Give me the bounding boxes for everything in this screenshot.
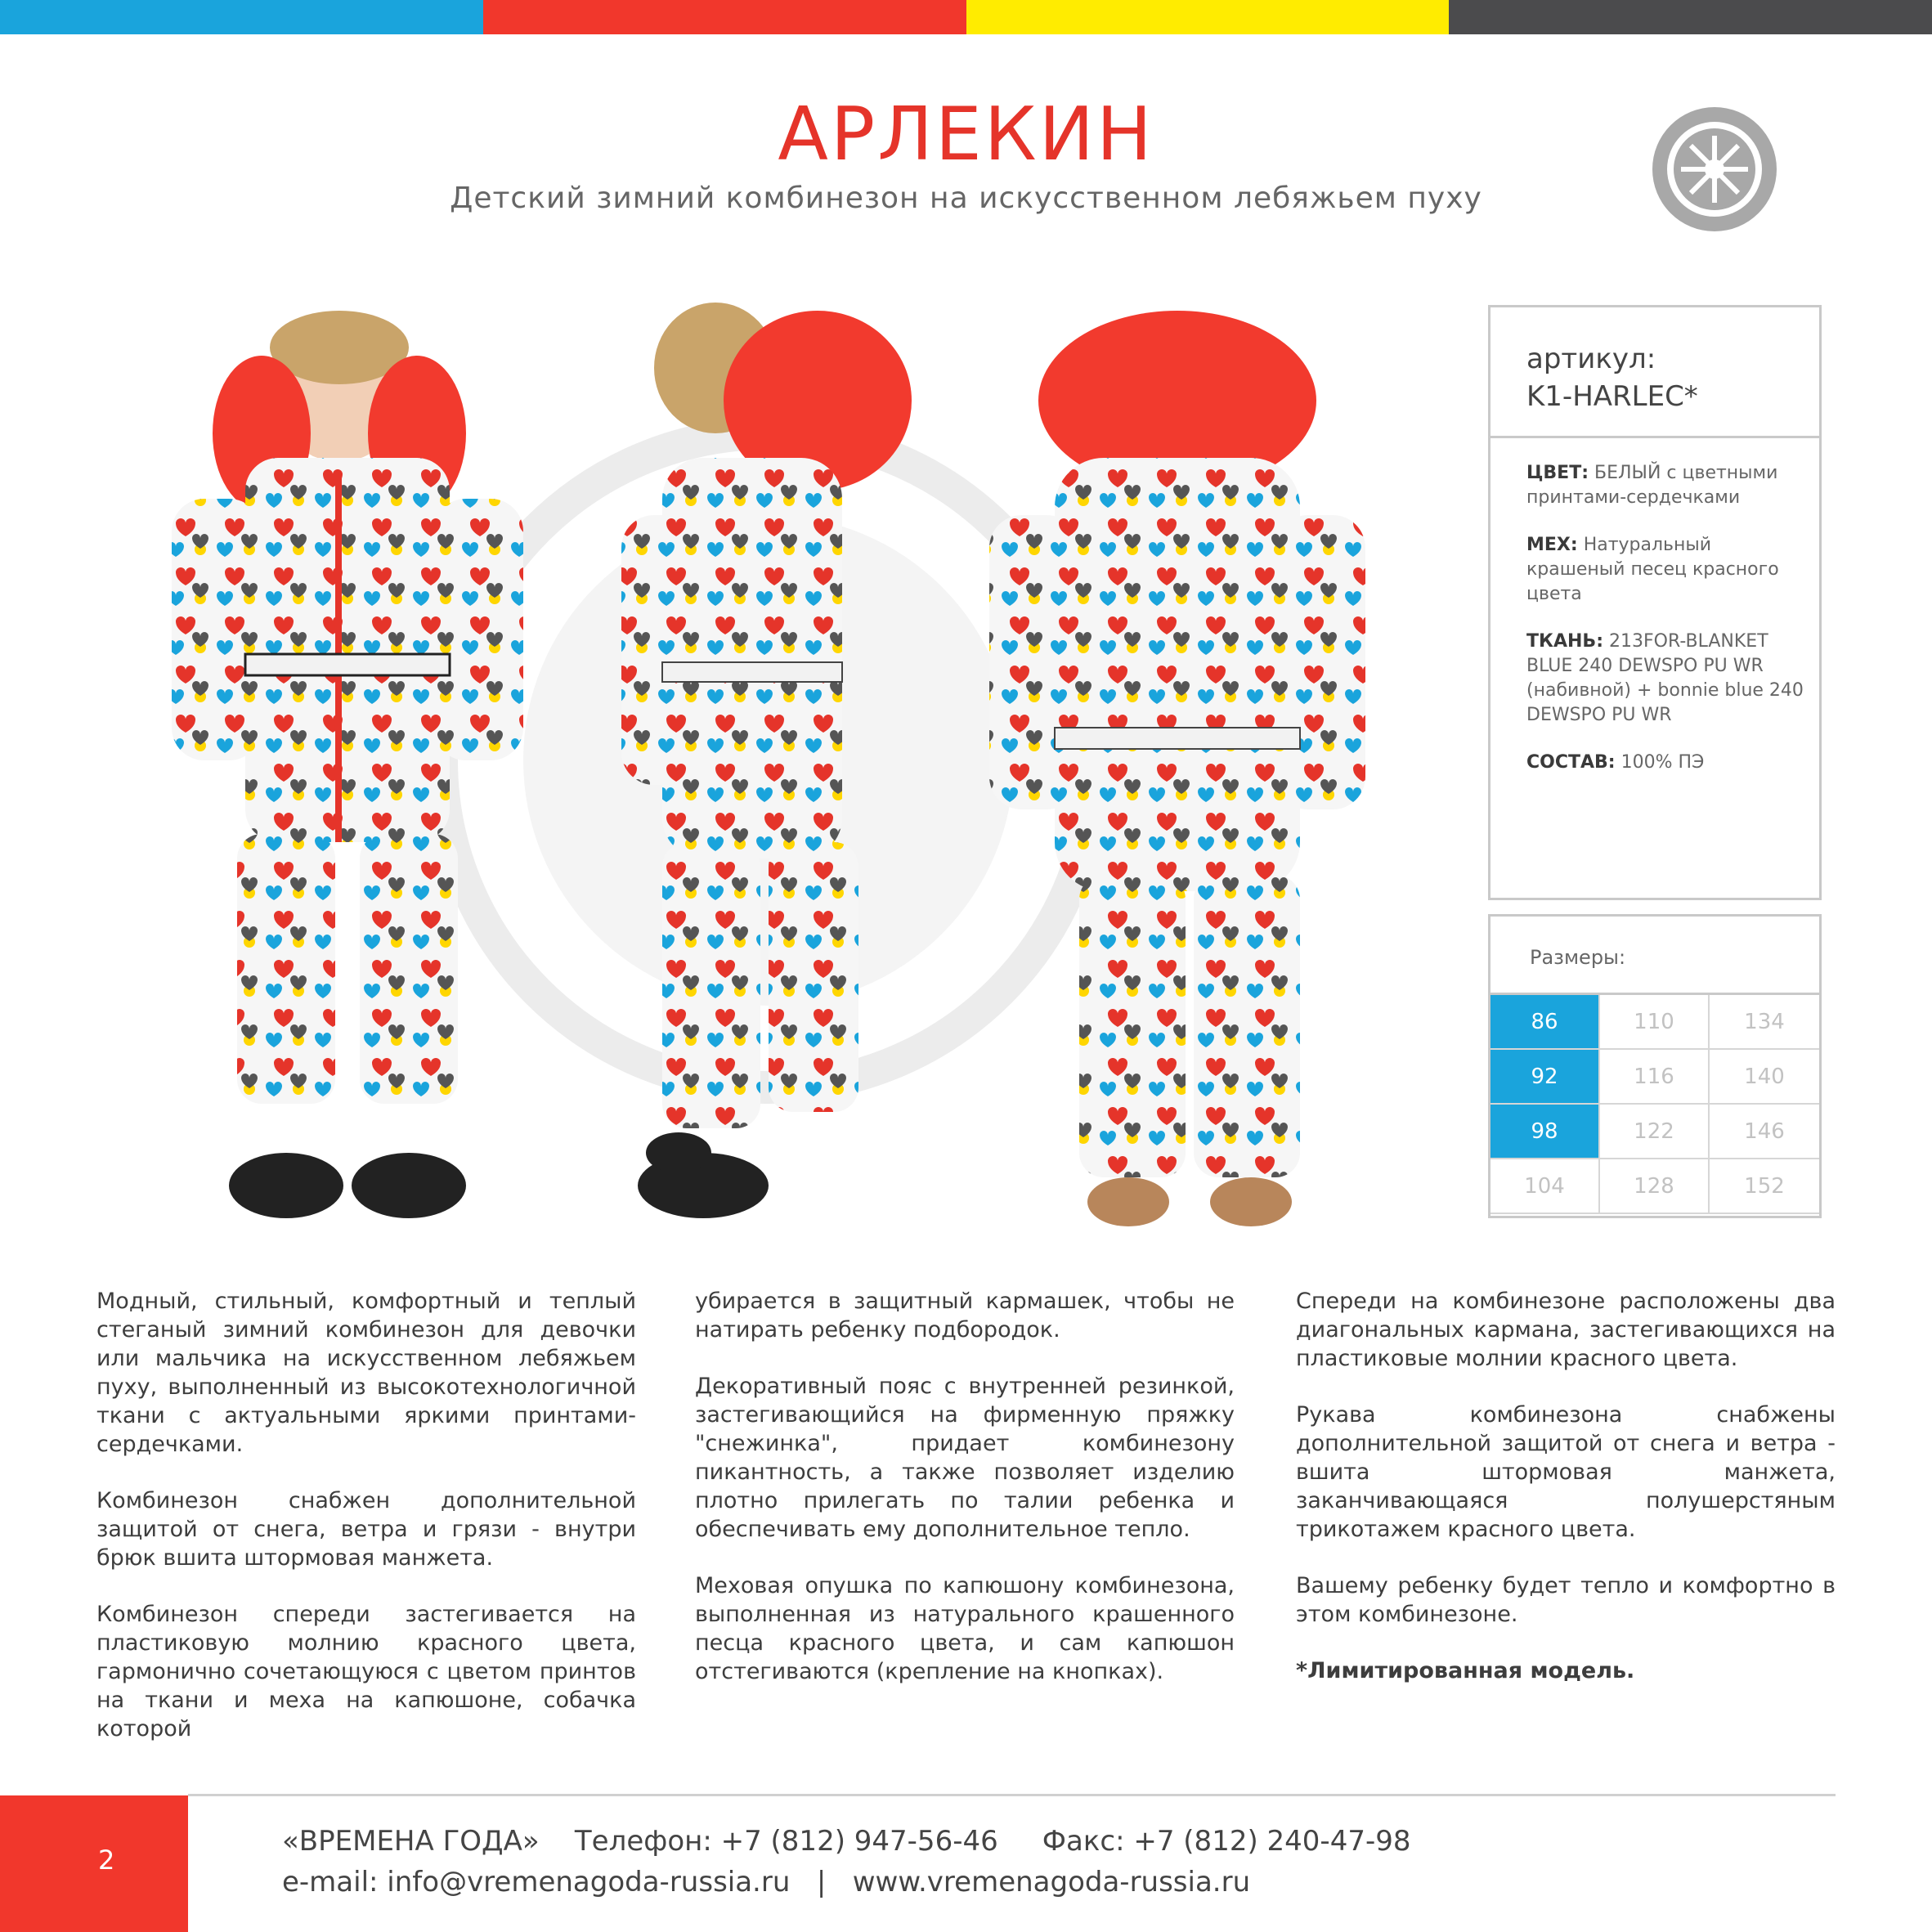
photo-back [989, 311, 1365, 1226]
page-subtitle: Детский зимний комбинезон на искусственном лебяжьем пуху [450, 182, 1482, 215]
limited-edition-note: *Лимитированная модель. [1296, 1658, 1635, 1683]
spec-composition-key: СОСТАВ: [1526, 752, 1616, 773]
page-title: АРЛЕКИН [778, 92, 1154, 177]
spec-fur-key: МЕХ: [1526, 535, 1578, 555]
photo-front [172, 311, 523, 1218]
spec-fabric-key: ТКАНЬ: [1526, 631, 1603, 652]
footer-web: e-mail: info@vremenagoda-russia.ru | www.vremenagoda-russia.ru [282, 1866, 1251, 1898]
paragraph: Вашему ребенку будет тепло и комфортно в этом комбинезоне. [1296, 1573, 1836, 1627]
size-cell: 86 [1490, 995, 1600, 1050]
sizes-box [1488, 914, 1822, 1218]
product-photos [114, 270, 1439, 1243]
size-cell: 110 [1600, 995, 1710, 1050]
size-cell: 128 [1600, 1159, 1710, 1214]
size-cell: 140 [1710, 1050, 1819, 1105]
paragraph: Модный, стильный, комфортный и теплый стеганый зимний комбинезон для девочки или мальчика на искусственном лебяжьем пуху, выполненный из высокотехнологичной ткани с актуальными яркими принтами-сердечками. [96, 1289, 636, 1457]
stripe-yellow [966, 0, 1450, 34]
spec-fabric [1526, 630, 1804, 728]
vremena-goda-seal-icon [1650, 105, 1779, 234]
size-cell: 122 [1600, 1105, 1710, 1159]
size-cell: 104 [1490, 1159, 1600, 1214]
size-cell: 134 [1710, 995, 1819, 1050]
paragraph: Рукава комбинезона снабжены дополнительной защитой от снега и ветра - вшита штормовая манжета, заканчивающаяся полушерстяным трикотажем красного цвета. [1296, 1402, 1836, 1542]
text-column-2 [695, 1287, 1235, 1714]
paragraph: Комбинезон снабжен дополнительной защитой от снега, ветра и грязи - внутри брюк вшита штормовая манжета. [96, 1488, 636, 1571]
size-cell: 98 [1490, 1105, 1600, 1159]
footer-divider [188, 1794, 1836, 1796]
article-label: артикул: [1526, 343, 1656, 375]
page-number: 2 [98, 1845, 115, 1876]
spec-fur-value: Натуральный крашеный песец красного цвета [1526, 535, 1779, 604]
text-column-1 [96, 1287, 636, 1771]
size-cell: 92 [1490, 1050, 1600, 1105]
stripe-red [483, 0, 966, 34]
spec-details [1490, 438, 1819, 775]
size-cell: 146 [1710, 1105, 1819, 1159]
text-column-3 [1296, 1287, 1836, 1713]
sizes-grid [1490, 993, 1819, 1214]
spec-box [1488, 305, 1822, 900]
spec-color-key: ЦВЕТ: [1526, 463, 1589, 483]
spec-color-value: БЕЛЫЙ с цветными принтами-сердечками [1526, 463, 1778, 508]
spec-fur [1526, 533, 1804, 607]
spec-composition-value: 100% ПЭ [1620, 752, 1705, 773]
paragraph: Спереди на комбинезоне расположены два диагональных кармана, застегивающихся на пластиковые молнии красного цвета. [1296, 1289, 1836, 1371]
page-number-box [0, 1795, 188, 1932]
article-value: K1-HARLEC* [1526, 380, 1698, 413]
paragraph: Декоративный пояс с внутренней резинкой, застегивающийся на фирменную пряжку "снежинка", придает комбинезону пикантность, а также позволяет изделию плотно прилегать по талии ребенка и обеспечивать ему дополнительное тепло. [695, 1374, 1235, 1542]
color-stripe-bar [0, 0, 1932, 34]
paragraph: Меховая опушка по капюшону комбинезона, выполненная из натурального крашенного песца красного цвета, и сам капюшон отстегиваются (крепление на кнопках). [695, 1573, 1235, 1684]
spec-fabric-value: 213FOR-BLANKET BLUE 240 DEWSPO PU WR (набивной) + bonnie blue 240 DEWSPO PU WR [1526, 631, 1804, 725]
footer-contacts: «ВРЕМЕНА ГОДА» Телефон: +7 (812) 947-56-46 Факс: +7 (812) 240-47-98 [282, 1825, 1411, 1858]
spec-composition [1526, 751, 1804, 775]
size-cell: 152 [1710, 1159, 1819, 1214]
stripe-gray [1449, 0, 1932, 34]
article-header [1490, 307, 1819, 438]
stripe-blue [0, 0, 483, 34]
size-cell: 116 [1600, 1050, 1710, 1105]
paragraph: Комбинезон спереди застегивается на пластиковую молнию красного цвета, гармонично сочетающуюся с цветом принтов на ткани и меха на капюшоне, собачка которой [96, 1602, 636, 1741]
sizes-title: Размеры: [1530, 946, 1626, 969]
spec-color [1526, 461, 1804, 510]
paragraph: убирается в защитный кармашек, чтобы не натирать ребенку подбородок. [695, 1289, 1235, 1343]
